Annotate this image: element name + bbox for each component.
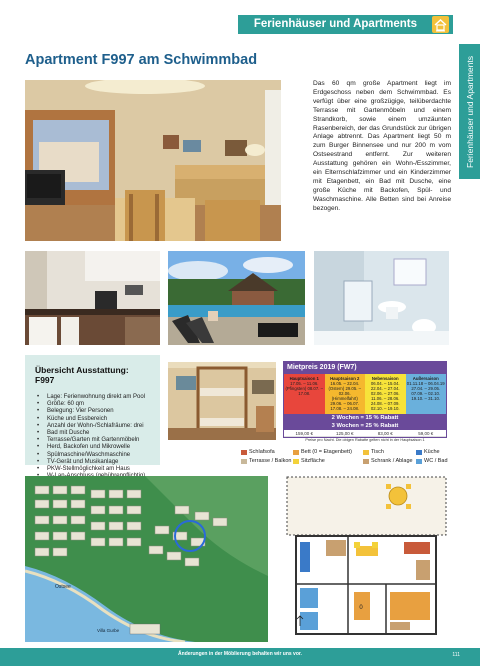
list-item: • Größe: 60 qm <box>35 401 150 408</box>
price-note: Preise pro Nacht. Die obigen Rabatte gelten nicht in der Hauptsaison 1 <box>305 438 425 442</box>
page-title: Apartment F997 am Schwimmbad <box>25 52 258 68</box>
header-bar <box>238 15 453 34</box>
discount-line: 2 Wochen = 15 % Rabatt <box>331 415 399 421</box>
list-item: • Belegung: Vier Personen <box>35 408 150 415</box>
list-item: • Spülmaschine/Waschmaschine <box>35 452 150 459</box>
season-dates: 01.11.18 – 06.04.19 27.04. – 29.05. 07.09. – 02.10. 19.10. – 31.10. <box>406 381 445 401</box>
season-dates: 17.05. – 11.06. (Pfingsten) 08.07. – 17.08. <box>285 381 323 396</box>
season-row <box>284 374 446 414</box>
legend-label: Sitzfläche <box>301 458 325 464</box>
legend-label: Terrasse / Balkon <box>249 458 292 464</box>
map-label: Villa Gurbe <box>97 628 120 633</box>
list-item: • Lage: Ferienwohnung direkt am Pool <box>35 394 150 401</box>
legend-label: Schlafsofa <box>249 449 275 455</box>
legend-item <box>293 449 352 456</box>
discount-line: 3 Wochen = 25 % Rabatt <box>331 423 399 429</box>
season-dates: 16.05. – 22.04. (Ostern) 29.05. – 02.06. (Himmelfahrt) 29.06. – 06.07. 17.08. – 24.08. <box>328 381 361 411</box>
footer-text: Änderungen in der Möblierung behalten wir uns vor. <box>178 651 302 657</box>
legend-label: Schrank / Ablage <box>371 458 413 464</box>
legend-item <box>293 458 325 465</box>
legend-swatch <box>363 459 369 464</box>
season-name: Außersaison <box>412 376 439 381</box>
season-dates: 06.04. – 15.04. 22.04. – 27.04. 02.06. – 27.06. 11.06. – 28.06. 24.08. – 07.09. 02.10. – 19.10. <box>370 381 400 411</box>
season-cell <box>284 374 325 414</box>
page-number: 111 <box>452 652 460 658</box>
discount-banner <box>284 414 446 430</box>
pool-photo <box>168 251 305 345</box>
legend-label: Bett (0 = Etagenbett) <box>301 449 352 455</box>
bunk-bed-photo <box>168 362 276 440</box>
bathroom-photo <box>314 251 449 345</box>
legend-swatch <box>416 450 422 455</box>
list-item: • PKW-Stellmöglichkeit am Haus <box>35 466 150 473</box>
legend-swatch <box>241 450 247 455</box>
list-item: • Herd, Backofen und Mikrowelle <box>35 444 150 451</box>
legend-item <box>241 449 275 456</box>
season-name: Hauptsaison 1 <box>289 376 319 381</box>
list-item: • Anzahl der Wohn-/Schlafräume: drei <box>35 423 150 430</box>
legend-label: WC / Bad <box>424 458 448 464</box>
price-value: 159,00 € <box>295 431 314 436</box>
legend-item <box>416 458 448 465</box>
floorplan <box>286 476 447 638</box>
amenities-box <box>25 355 160 473</box>
price-table <box>283 361 447 442</box>
legend-swatch <box>363 450 369 455</box>
legend-swatch <box>241 459 247 464</box>
house-logo-icon <box>432 16 449 33</box>
side-tab <box>459 44 480 179</box>
side-tab-label: Ferienhäuser und Apartments <box>464 55 475 168</box>
season-cell <box>325 374 366 414</box>
list-item: • Bad mit Dusche <box>35 430 150 437</box>
amenities-title: Übersicht Ausstattung: F997 <box>35 365 129 385</box>
price-value: 125,00 € <box>335 431 354 436</box>
floorplan-legend <box>241 449 453 467</box>
kitchen-photo <box>25 251 160 345</box>
amenities-list <box>35 394 150 488</box>
living-room-photo <box>25 80 281 241</box>
site-map <box>25 476 268 642</box>
legend-swatch <box>293 450 299 455</box>
legend-swatch <box>416 459 422 464</box>
season-name: Nebensaison <box>371 376 399 381</box>
legend-swatch <box>293 459 299 464</box>
list-item: • Terrasse/Garten mit Gartenmöbeln <box>35 437 150 444</box>
price-table-title: Mietpreis 2019 (FW7) <box>284 362 446 374</box>
season-name: Hauptsaison 2 <box>330 376 360 381</box>
legend-item <box>241 458 292 465</box>
legend-item <box>363 458 413 465</box>
legend-item <box>363 449 384 456</box>
header-title: Ferienhäuser und Apartments <box>253 18 417 30</box>
svg-text:0: 0 <box>359 605 363 611</box>
season-cell <box>406 374 447 414</box>
legend-item <box>416 449 440 456</box>
price-value: 83,00 € <box>377 431 393 436</box>
legend-label: Tisch <box>371 449 384 455</box>
map-label: Ostsee <box>55 584 71 590</box>
legend-label: Küche <box>424 449 440 455</box>
list-item: • TV-Gerät und Musikanlage <box>35 459 150 466</box>
price-value: 59,00 € <box>418 431 434 436</box>
season-cell <box>365 374 406 414</box>
footer-bar <box>0 648 480 666</box>
price-row <box>284 430 446 437</box>
list-item: • Küche und Essbereich <box>35 416 150 423</box>
description-text: Das 60 qm große Apartment liegt im Erdgeschoss neben dem Schwimmbad. Es verfügt über eine großzügige, teilüberdachte Terrasse mit Gartenmöbeln und einem Strandkorb, sowie einem umzäunten Rasenbereich, der das Grundstück zur übrigen Anlage abtrennt. Das Apartment liegt 50 m zum Burger Binnensee und nur 200 m vom Ostseestrand entfernt. Zur weiteren Ausstattung gehören ein Wohn-/Esszimmer, ein Elternschlafzimmer und ein Kinderzimmer mit Etagenbett, ein Bad mit Dusche, eine große Küche mit Backofen, Spül- und Waschmaschine. Alle Betten sind bei Anreise bezogen. <box>313 80 451 212</box>
